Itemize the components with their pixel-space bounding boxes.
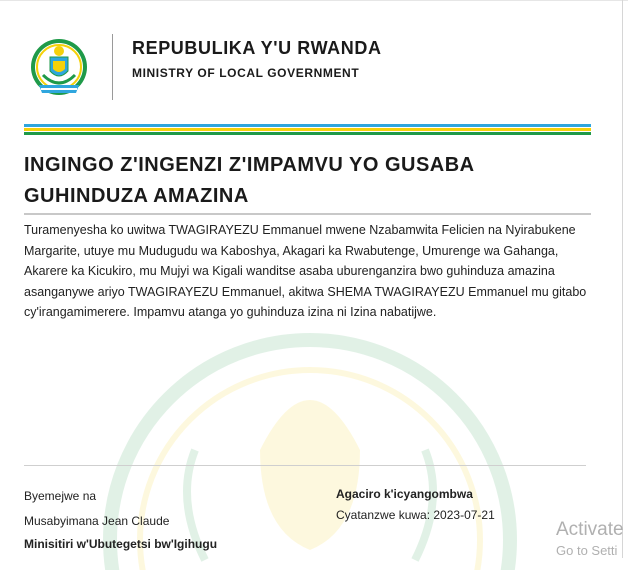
title-rule — [24, 213, 591, 215]
flag-stripes — [24, 124, 591, 135]
header-divider — [112, 34, 113, 100]
watermark-emblem-icon — [75, 330, 545, 570]
approved-by-label: Byemejwe na — [24, 489, 97, 503]
rwanda-coat-of-arms-icon — [29, 35, 89, 105]
flag-stripe-blue — [24, 124, 591, 127]
ministry-name: MINISTRY OF LOCAL GOVERNMENT — [132, 66, 360, 80]
approver-role: Minisitiri w'Ubutegetsi bw'Igihugu — [24, 537, 218, 551]
flag-stripe-green — [24, 132, 591, 135]
publication-date: Cyatanzwe kuwa: 2023-07-21 — [336, 508, 495, 522]
approver-name: Musabyimana Jean Claude — [24, 514, 170, 528]
footer-rule — [24, 465, 586, 466]
document-body: Turamenyesha ko uwitwa TWAGIRAYEZU Emmanuel mwene Nzabamwita Felicien na Nyirabukene Margarite, utuye mu Mudugudu wa Kaboshya, Akagari ka Rwabutenge, Umurenge wa Gahanga, Akarere ka Kicukiro, mu Mujyi wa Kigali wanditse asaba uburenganzira bwo guhinduza amazina asanganywe ariyo TWAGIRAYEZU Emmanuel, akitwa SHEMA TWAGIRAYEZU Emmanuel mu gitabo cy'irangamimerere. Impamvu atanga yo guhinduza izina ni Izina nabatijwe. — [24, 223, 587, 320]
republic-title: REPUBULIKA Y'U RWANDA — [132, 38, 382, 58]
document-value-motto: Agaciro k'icyangombwa — [336, 487, 473, 501]
letterhead — [0, 0, 628, 120]
activate-windows-link[interactable]: Go to Setti — [556, 543, 618, 558]
flag-stripe-yellow — [24, 128, 591, 131]
document-title: INGINGO Z'INGENZI Z'IMPAMVU YO GUSABA GUHINDUZA AMAZINA — [24, 154, 474, 207]
activate-windows-title: Activate — [556, 519, 624, 540]
